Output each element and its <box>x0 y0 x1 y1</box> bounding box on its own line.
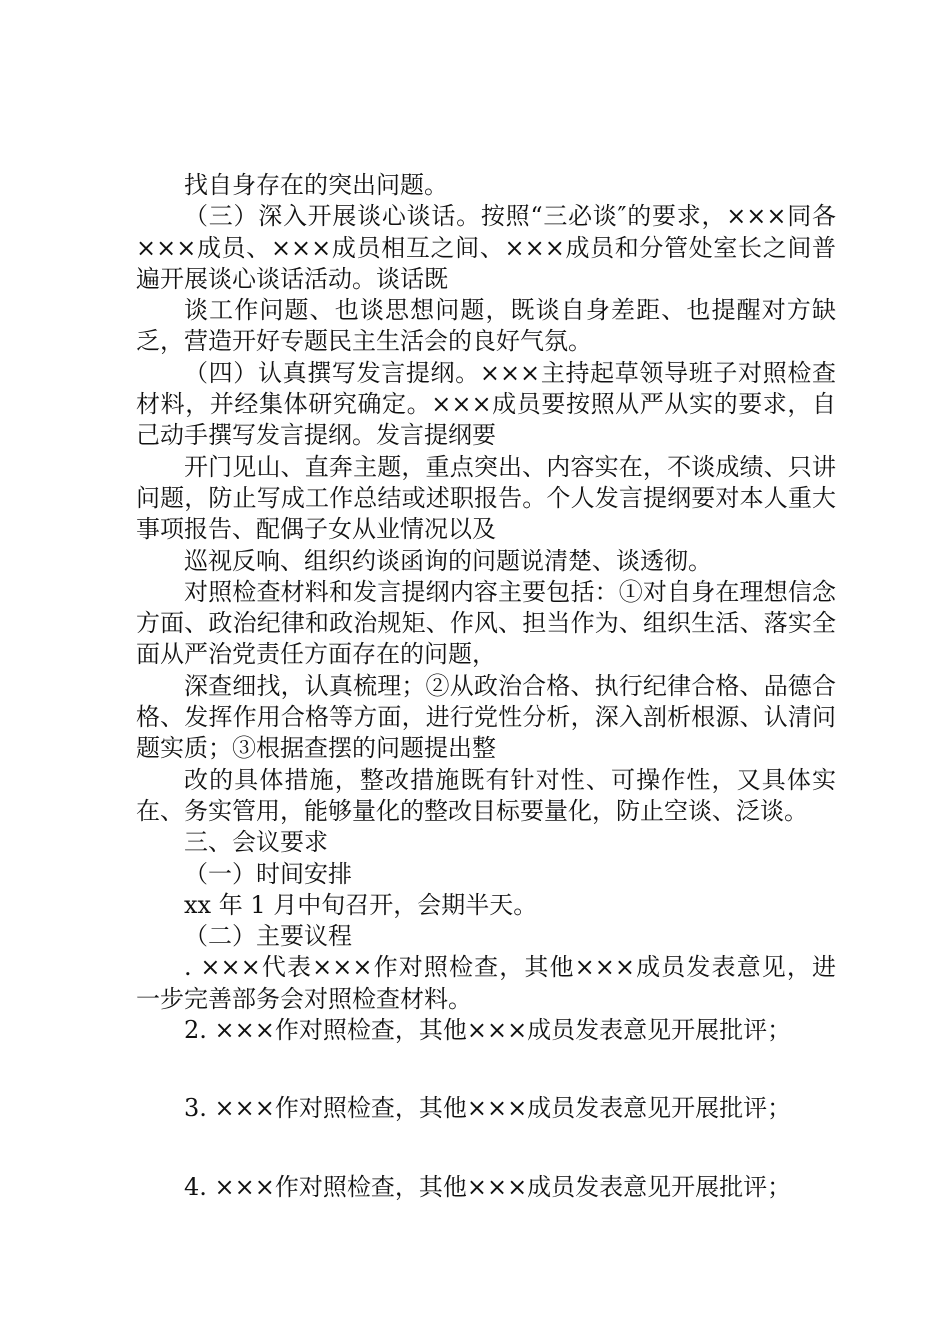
paragraph-9: 改的具体措施，整改措施既有针对性、可操作性，又具体实在、务实管用，能够量化的整改目标要量化，防止空谈、泛谈。 <box>136 765 836 825</box>
paragraph-5: 开门见山、直奔主题，重点突出、内容实在，不谈成绩、只讲问题，防止写成工作总结或述职报告。个人发言提纲要对本人重大事项报告、配偶子女从业情况以及 <box>136 452 836 544</box>
paragraph-4: （四）认真撰写发言提纲。×××主持起草领导班子对照检查材料，并经集体研究确定。×××成员要按照从严从实的要求，自己动手撰写发言提纲。发言提纲要 <box>136 358 836 450</box>
subheading-main-agenda: （二）主要议程 <box>184 922 352 951</box>
paragraph-8: 深查细找，认真梳理；②从政治合格、执行纪律合格、品德合格、发挥作用合格等方面，进行党性分析，深入剖析根源、认清问题实质；③根据查摆的问题提出整 <box>136 671 836 763</box>
subheading-time-arrangement: （一）时间安排 <box>184 859 352 888</box>
paragraph-3: 谈工作问题、也谈思想问题，既谈自身差距、也提醒对方缺乏，营造开好专题民主生活会的良好气氛。 <box>136 296 836 356</box>
document-body <box>136 170 836 1203</box>
agenda-item-4: 4. ×××作对照检查，其他×××成员发表意见开展批评； <box>184 1172 792 1201</box>
paragraph-1: 找自身存在的突出问题。 <box>184 171 448 199</box>
agenda-item-3: 3. ×××作对照检查，其他×××成员发表意见开展批评； <box>184 1094 792 1123</box>
paragraph-7: 对照检查材料和发言提纲内容主要包括：①对自身在理想信念方面、政治纪律和政治规矩、作风、担当作为、组织生活、落实全面从严治党责任方面存在的问题， <box>136 577 836 669</box>
paragraph-6: 巡视反响、组织约谈函询的问题说清楚、谈透彻。 <box>184 546 712 575</box>
paragraph-2: （三）深入开展谈心谈话。按照“三必谈″的要求，×××同各×××成员、×××成员相互之间、×××成员和分管处室长之间普遍开展谈心谈话活动。谈话既 <box>136 202 836 293</box>
agenda-item-1: . ×××代表×××作对照检查，其他×××成员发表意见，进一步完善部务会对照检查材料。 <box>136 953 836 1013</box>
paragraph-meeting-date: xx 年 1 月中旬召开，会期半天。 <box>184 890 538 919</box>
section-heading-meeting-requirements: 三、会议要求 <box>184 828 328 857</box>
agenda-item-2: 2. ×××作对照检查，其他×××成员发表意见开展批评； <box>184 1016 792 1045</box>
